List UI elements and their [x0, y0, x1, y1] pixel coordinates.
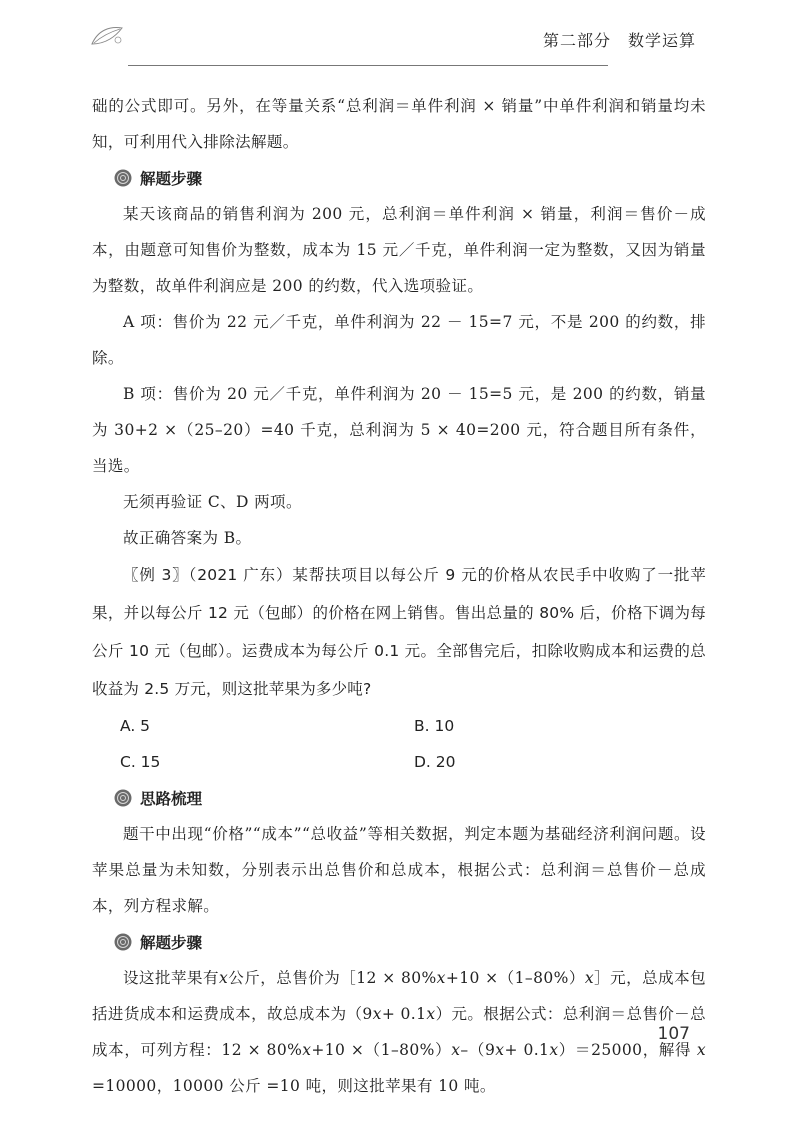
steps2-paragraph: 设这批苹果有x公斤，总售价为［12 × 80%x+10 ×（1–80%）x］元，总成本包括进货成本和运费成本，故总成本为（9x+ 0.1x）元。根据公式：总利润＝总售价－总成本，可列方程：12 × 80%x+10 ×（1–80%）x–（9x+ 0.1x）＝25000，解得 x =10000，10000 公斤 =10 吨，则这批苹果有 10 吨。 — [92, 969, 706, 1095]
answer-options — [92, 708, 706, 780]
spiral-badge-icon — [114, 789, 132, 807]
page-content — [92, 88, 706, 1104]
spiral-badge-icon — [114, 169, 132, 187]
answer-text: 故正确答案为 B。 — [123, 529, 252, 547]
option-b-check: B 项：售价为 20 元／千克，单件利润为 20 － 15=5 元，是 200 的约数，销量为 30+2 ×（25–20）=40 千克，总利润为 5 × 40=200 元，符合题目所有条件，当选。 — [92, 385, 706, 475]
example-3 — [92, 556, 706, 708]
option-c: C. 15 — [120, 753, 161, 771]
steps-heading-2 — [114, 924, 706, 960]
steps1-paragraph: 某天该商品的销售利润为 200 元，总利润＝单件利润 × 销量，利润＝售价－成本，由题意可知售价为整数，成本为 15 元／千克，单件利润一定为整数，又因为销量为整数，故单件利润应是 200 的约数，代入选项验证。 — [92, 205, 706, 295]
spiral-badge-icon — [114, 933, 132, 951]
analysis-heading-label: 思路梳理 — [140, 790, 203, 808]
steps-heading-1-label: 解题步骤 — [140, 170, 203, 188]
header-rule — [128, 65, 608, 66]
page-number: 107 — [657, 1024, 690, 1044]
example-text: （2021 广东）某帮扶项目以每公斤 9 元的价格从农民手中收购了一批苹果，并以每公斤 12 元（包邮）的价格在网上销售。售出总量的 80% 后，价格下调为每公斤 10 元（包邮）。运费成本为每公斤 0.1 元。全部售完后，扣除收购成本和运费的总收益为 2.5 万元，则这批苹果为多少吨? — [92, 566, 706, 698]
analysis-heading — [114, 780, 706, 816]
option-d: D. 20 — [414, 753, 456, 771]
no-need-text: 无须再验证 C、D 两项。 — [123, 493, 302, 511]
analysis-paragraph: 题干中出现“价格”“成本”“总收益”等相关数据，判定本题为基础经济利润问题。设苹果总量为未知数，分别表示出总售价和总成本，根据公式：总利润＝总售价－总成本，列方程求解。 — [92, 825, 706, 915]
steps-heading-1 — [114, 160, 706, 196]
option-a: A. 5 — [120, 717, 151, 735]
intro-paragraph: 础的公式即可。另外，在等量关系“总利润＝单件利润 × 销量”中单件利润和销量均未知，可利用代入排除法解题。 — [92, 97, 706, 151]
leaf-ornament-icon — [88, 22, 128, 50]
section-title: 第二部分 数学运算 — [542, 31, 696, 50]
example-tag: 〖例 3〗 — [123, 566, 189, 584]
page-header — [88, 22, 728, 62]
steps-heading-2-label: 解题步骤 — [140, 934, 203, 952]
option-b: B. 10 — [414, 717, 455, 735]
option-a-check: A 项：售价为 22 元／千克，单件利润为 22 － 15=7 元，不是 200 的约数，排除。 — [92, 313, 706, 367]
